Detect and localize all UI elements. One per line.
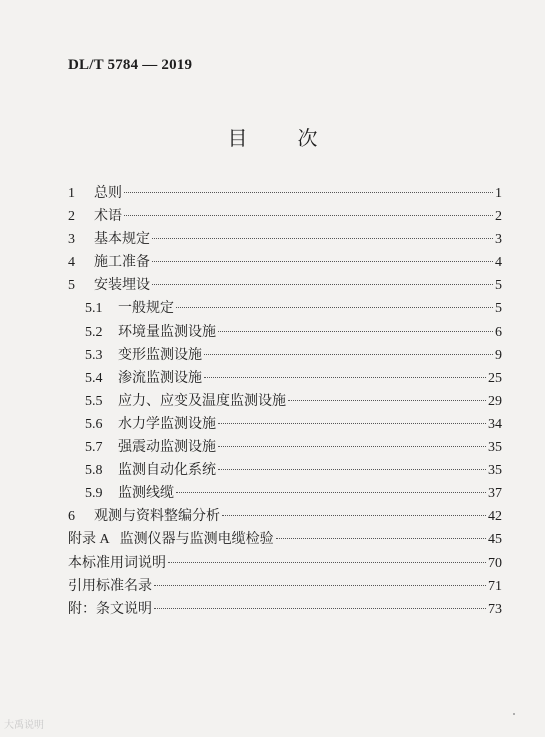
- toc-entry[interactable]: [68, 390, 502, 413]
- page-title: [0, 122, 545, 151]
- dot-leader: [204, 354, 493, 355]
- toc-entry-label: 本标准用词说明: [68, 554, 166, 571]
- toc-entry-label: 总则: [94, 185, 122, 201]
- scan-speck: [513, 713, 515, 715]
- toc-entry-page: 37: [488, 486, 502, 502]
- dot-leader: [218, 446, 486, 447]
- toc-entry-number: 1: [68, 186, 75, 201]
- toc-entry-page: 35: [488, 440, 502, 456]
- title-char-2: 次: [297, 126, 318, 150]
- toc-entry[interactable]: [68, 598, 502, 621]
- toc-entry-number: 5.1: [85, 301, 103, 317]
- toc-entry[interactable]: [68, 575, 502, 598]
- watermark: 大禹说明: [4, 720, 44, 731]
- toc-entry-label: 附：条文说明: [68, 600, 152, 617]
- dot-leader: [152, 284, 493, 285]
- dot-leader: [152, 238, 493, 239]
- toc-entry[interactable]: [68, 552, 502, 575]
- toc-entry[interactable]: [68, 182, 502, 205]
- dot-leader: [154, 585, 486, 586]
- toc-entry[interactable]: [68, 528, 502, 551]
- toc-entry-page: 73: [488, 601, 502, 617]
- toc-entry-label: 安装埋设: [94, 277, 150, 294]
- dot-leader: [218, 423, 486, 424]
- toc-entry-number: 5.5: [85, 393, 103, 409]
- toc-entry-label: 引用标准名录: [68, 577, 152, 594]
- toc-entry-label: 监测线缆: [118, 485, 174, 502]
- toc-entry-page: 42: [488, 509, 502, 525]
- dot-leader: [218, 469, 486, 470]
- toc-entry-label: 环境量监测设施: [118, 323, 216, 340]
- toc-entry[interactable]: [68, 205, 502, 228]
- toc-entry-number: 5.4: [85, 370, 103, 386]
- toc-entry[interactable]: [68, 367, 502, 390]
- toc-entry[interactable]: [68, 228, 502, 251]
- title-char-1: 目: [227, 126, 248, 150]
- toc-entry-label: 基本规定: [94, 231, 150, 248]
- toc-entry-page: 1: [495, 186, 502, 201]
- toc-entry-label: 水力学监测设施: [118, 415, 216, 432]
- toc-entry-page: 34: [488, 416, 502, 432]
- standard-code: DL/T 5784 — 2019: [68, 57, 193, 73]
- toc-entry-page: 2: [495, 209, 502, 225]
- toc-entry-number: 5.7: [85, 440, 103, 456]
- toc-entry-label: 施工准备: [94, 254, 150, 271]
- toc-entry[interactable]: [68, 274, 502, 297]
- dot-leader: [222, 515, 486, 516]
- dot-leader: [288, 400, 486, 401]
- dot-leader: [124, 215, 493, 216]
- toc-entry-number: 2: [68, 209, 75, 225]
- toc-entry-number: 附录 A: [68, 532, 110, 548]
- table-of-contents: [68, 182, 502, 621]
- toc-entry-number: 3: [68, 232, 75, 248]
- dot-leader: [152, 261, 493, 262]
- toc-entry-page: 4: [495, 255, 502, 271]
- toc-entry-number: 5.8: [85, 463, 103, 479]
- toc-entry-page: 29: [488, 393, 502, 409]
- dot-leader: [154, 608, 486, 609]
- toc-entry-number: 5.6: [85, 416, 103, 432]
- toc-entry[interactable]: [68, 297, 502, 320]
- dot-leader: [124, 192, 493, 193]
- toc-entry-page: 9: [495, 347, 502, 363]
- toc-entry[interactable]: [68, 505, 502, 528]
- toc-entry-number: 5: [68, 278, 75, 294]
- toc-entry-label: 变形监测设施: [118, 346, 202, 363]
- toc-entry-page: 45: [488, 532, 502, 548]
- toc-entry-page: 35: [488, 463, 502, 479]
- dot-leader: [176, 307, 493, 308]
- toc-entry-label: 术语: [94, 208, 122, 225]
- toc-entry-page: 70: [488, 555, 502, 571]
- toc-entry[interactable]: [68, 413, 502, 436]
- toc-entry-page: 5: [495, 278, 502, 294]
- toc-entry[interactable]: [68, 321, 502, 344]
- toc-entry-label: 观测与资料整编分析: [94, 508, 220, 525]
- toc-entry-page: 71: [488, 578, 502, 594]
- toc-entry-number: 4: [68, 255, 75, 271]
- toc-entry-page: 3: [495, 232, 502, 248]
- toc-entry-page: 6: [495, 324, 502, 340]
- dot-leader: [168, 562, 486, 563]
- toc-entry-number: 5.2: [85, 324, 103, 340]
- dot-leader: [176, 492, 486, 493]
- toc-entry-label: 一般规定: [118, 300, 174, 317]
- toc-entry-label: 监测自动化系统: [118, 462, 216, 479]
- toc-entry-label: 渗流监测设施: [118, 369, 202, 386]
- toc-entry-number: 5.9: [85, 486, 103, 502]
- dot-leader: [276, 538, 486, 539]
- toc-entry-page: 5: [495, 301, 502, 317]
- dot-leader: [218, 331, 493, 332]
- toc-entry[interactable]: [68, 251, 502, 274]
- toc-entry-number: 6: [68, 509, 75, 525]
- toc-entry-label: 应力、应变及温度监测设施: [118, 392, 286, 409]
- toc-entry[interactable]: [68, 436, 502, 459]
- dot-leader: [204, 377, 486, 378]
- toc-entry[interactable]: [68, 482, 502, 505]
- toc-entry-page: 25: [488, 370, 502, 386]
- toc-entry-label: 监测仪器与监测电缆检验: [119, 531, 274, 548]
- toc-entry[interactable]: [68, 344, 502, 367]
- toc-entry[interactable]: [68, 459, 502, 482]
- toc-entry-number: 5.3: [85, 347, 103, 363]
- toc-entry-label: 强震动监测设施: [118, 439, 216, 456]
